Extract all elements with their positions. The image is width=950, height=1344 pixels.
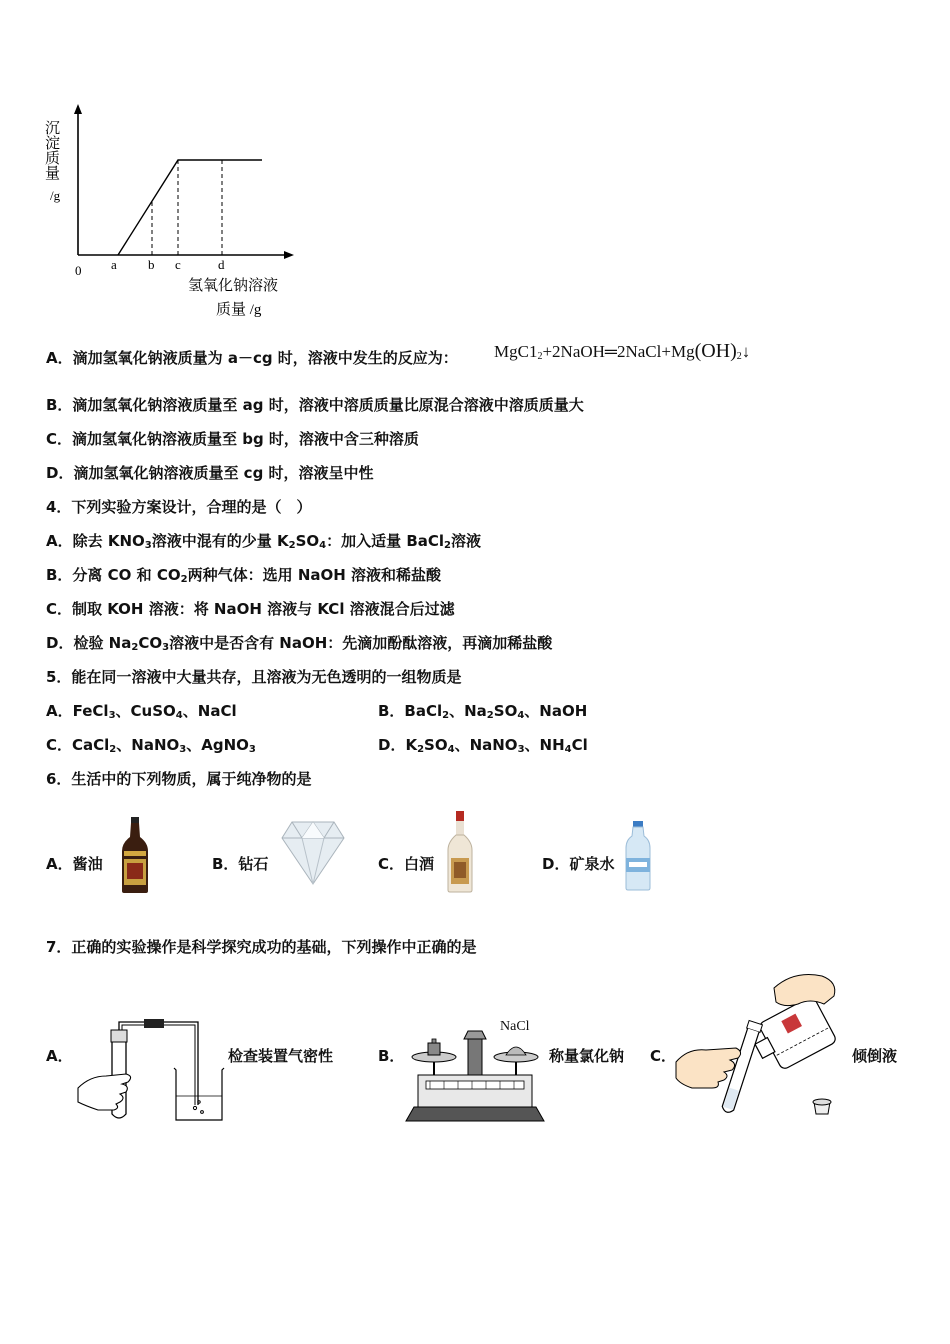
q7-option-b-caption: 称量氯化钠 bbox=[549, 1047, 625, 1065]
y-axis-label: 沉淀质量 bbox=[43, 120, 59, 180]
q6-option-d: D．矿泉水 bbox=[542, 855, 615, 873]
q7-option-c-label: C． bbox=[650, 1047, 677, 1065]
q7-stem: 7．正确的实验操作是科学探究成功的基础，下列操作中正确的是 bbox=[46, 938, 477, 956]
q5-option-a: A．FeCl$_3$、CuSO$_4$、NaCl bbox=[46, 702, 237, 721]
q5-stem: 5．能在同一溶液中大量共存，且溶液为无色透明的一组物质是 bbox=[46, 668, 462, 686]
q3-option-c: C．滴加氢氧化钠溶液质量至 bg 时，溶液中含三种溶质 bbox=[46, 430, 419, 448]
q5-option-c: C．CaCl$_2$、NaNO$_3$、AgNO$_3$ bbox=[46, 736, 256, 755]
q6-stem: 6．生活中的下列物质，属于纯净物的是 bbox=[46, 770, 312, 788]
tick-d: d bbox=[218, 257, 225, 272]
q7-option-a-label: A． bbox=[46, 1047, 73, 1065]
q5-option-b: B．BaCl$_2$、$Na_2SO_4$、NaOH bbox=[378, 702, 588, 721]
q4-option-c: C．制取 KOH 溶液：将 NaOH 溶液与 KCl 溶液混合后过滤 bbox=[46, 600, 455, 618]
pouring-liquid-icon bbox=[674, 968, 850, 1124]
q7-option-b-label: B． bbox=[378, 1047, 405, 1065]
nacl-label: NaCl bbox=[500, 1019, 530, 1034]
precipitate-curve bbox=[118, 160, 262, 255]
q4-option-b: B．分离 CO 和 $CO_2$两种气体：选用 NaOH 溶液和稀盐酸 bbox=[46, 566, 442, 585]
q6-option-c: C．白酒 bbox=[378, 855, 435, 873]
q7-option-a-caption: 检查装置气密性 bbox=[228, 1047, 334, 1065]
x-axis-arrow bbox=[284, 251, 294, 259]
soy-sauce-bottle-icon bbox=[118, 815, 152, 895]
y-unit-label: /g bbox=[50, 188, 61, 203]
q5-option-d: D．$K_2SO_4$、NaNO$_3$、$NH_4Cl$ bbox=[378, 736, 588, 755]
tick-b: b bbox=[148, 257, 155, 272]
precipitate-graph bbox=[40, 100, 310, 325]
mineral-water-bottle-icon bbox=[622, 820, 654, 892]
diamond-icon bbox=[280, 818, 346, 886]
q4-option-a: A．除去 $KNO_3$溶液中混有的少量 $K_2SO_4$：加入适量 BaCl$_2$溶液 bbox=[46, 532, 482, 551]
x-axis-label-2: 质量 /g bbox=[216, 302, 262, 318]
x-axis-label-1: 氢氧化钠溶液 bbox=[188, 278, 279, 294]
tick-c: c bbox=[175, 257, 181, 272]
liquor-bottle-icon bbox=[446, 810, 474, 894]
q3-option-d: D．滴加氢氧化钠溶液质量至 cg 时，溶液呈中性 bbox=[46, 464, 374, 482]
origin-label: 0 bbox=[75, 263, 82, 278]
q3-option-b: B．滴加氢氧化钠溶液质量至 ag 时，溶液中溶质质量比原混合溶液中溶质质量大 bbox=[46, 396, 584, 414]
q4-stem: 4．下列实验方案设计，合理的是（ ） bbox=[46, 498, 312, 516]
q4-option-d: D．检验 $Na_2CO_3$溶液中是否含有 NaOH：先滴加酚酞溶液，再滴加稀盐酸 bbox=[46, 634, 553, 653]
q7-option-c-caption: 倾倒液 bbox=[852, 1047, 898, 1065]
y-axis-arrow bbox=[74, 104, 82, 114]
q3-option-a: A．滴加氢氧化钠液质量为 a－cg 时，溶液中发生的反应为： bbox=[46, 349, 458, 367]
q6-option-b: B．钻石 bbox=[212, 855, 269, 873]
tick-a: a bbox=[111, 257, 117, 272]
airtightness-apparatus-icon bbox=[76, 1010, 226, 1130]
q3-option-a-formula: $MgC1_2+2NaOH═2NaCl+Mg(OH)_2↓$ bbox=[494, 340, 751, 362]
q6-option-a: A．酱油 bbox=[46, 855, 103, 873]
